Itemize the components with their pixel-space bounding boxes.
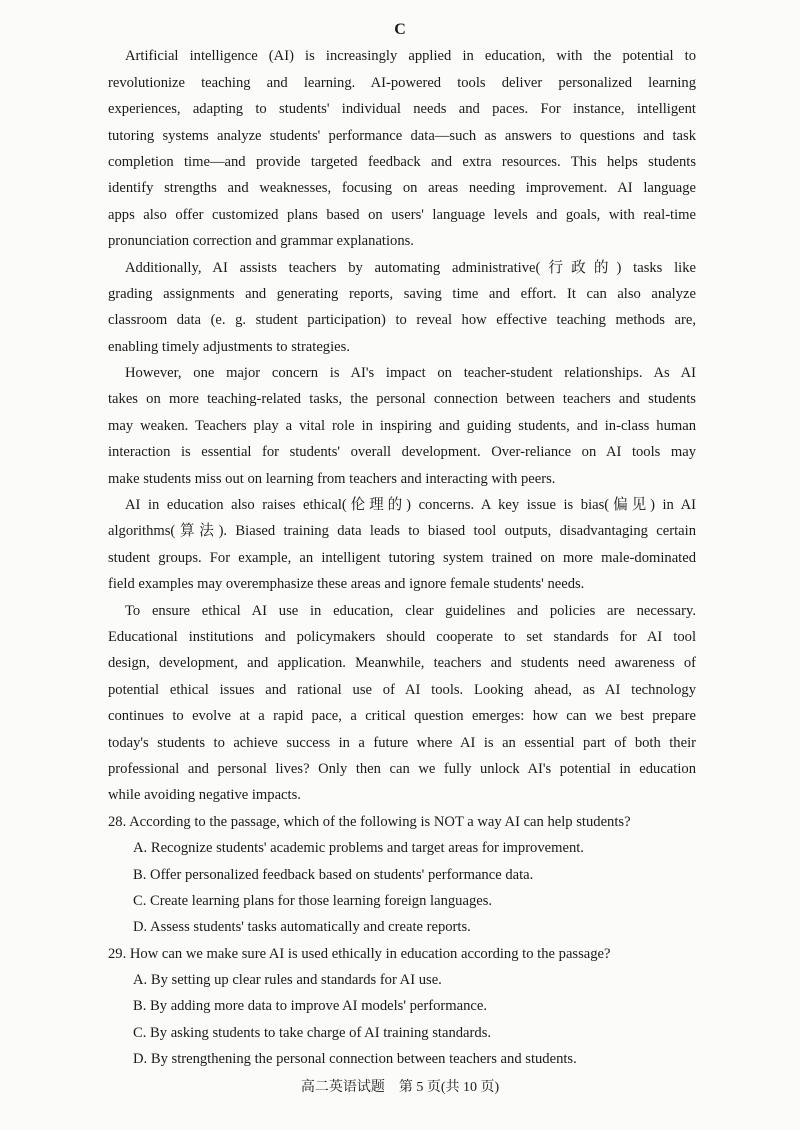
- page-footer: 高二英语试题 第 5 页(共 10 页): [300, 1080, 500, 1095]
- answer-option: A. Recognize students' academic problems and target areas for improvement.: [133, 840, 584, 857]
- paragraph-line: design, development, and application. Meanwhile, teachers and students need awareness of: [108, 655, 696, 672]
- answer-option: C. Create learning plans for those learning foreign languages.: [133, 892, 493, 909]
- paragraph-line: experiences, adapting to students' individual needs and paces. For instance, intelligent: [108, 101, 696, 118]
- paragraph: [108, 255, 696, 361]
- paragraph-line: Additionally, AI assists teachers by automating administrative(行政的) tasks like: [125, 259, 696, 276]
- answer-option: A. By setting up clear rules and standards for AI use.: [133, 972, 442, 989]
- paragraph-line: completion time—and provide targeted feedback and extra resources. This helps students: [108, 153, 696, 170]
- paragraph-line: today's students to achieve success in a future where AI is an essential part of both their: [108, 734, 696, 751]
- answer-option: B. By adding more data to improve AI models' performance.: [133, 998, 488, 1015]
- paragraph: [108, 360, 696, 492]
- paragraph-line: continues to evolve at a rapid pace, a critical question emerges: how can we best prepare: [108, 708, 696, 725]
- paragraph-line: make students miss out on learning from teachers and interacting with peers.: [108, 470, 556, 487]
- paragraph-line: Artificial intelligence (AI) is increasingly applied in education, with the potential to: [125, 48, 696, 65]
- paragraph-line: apps also offer customized plans based on users' language levels and goals, with real-time: [108, 206, 696, 223]
- paragraph-line: enabling timely adjustments to strategies.: [108, 338, 350, 355]
- paragraph-line: To ensure ethical AI use in education, clear guidelines and policies are necessary.: [125, 602, 696, 619]
- answer-option: D. By strengthening the personal connection between teachers and students.: [133, 1051, 577, 1068]
- paragraph: [108, 598, 696, 809]
- paragraph-line: tutoring systems analyze students' performance data—such as answers to questions and task: [108, 127, 696, 144]
- section-label: C: [394, 21, 406, 38]
- paragraph-line: AI in education also raises ethical(伦理的) concerns. A key issue is bias(偏见) in AI: [125, 497, 696, 514]
- paragraph-line: However, one major concern is AI's impact on teacher-student relationships. As AI: [125, 365, 696, 382]
- question-stem: 29. How can we make sure AI is used ethically in education according to the passage?: [108, 945, 611, 962]
- answer-option: B. Offer personalized feedback based on students' performance data.: [133, 866, 534, 883]
- paragraph-line: grading assignments and generating reports, saving time and effort. It can also analyze: [108, 285, 696, 302]
- paragraph-line: student groups. For example, an intelligent tutoring system trained on more male-dominated: [108, 549, 696, 566]
- paragraph-line: revolutionize teaching and learning. AI-powered tools deliver personalized learning: [108, 74, 696, 91]
- question: [108, 809, 696, 941]
- paragraph-line: may weaken. Teachers play a vital role in inspiring and guiding students, and in-class human: [108, 417, 696, 434]
- passage-body: [108, 43, 696, 1072]
- paragraph-line: professional and personal lives? Only then can we fully unlock AI's potential in education: [108, 760, 696, 777]
- paragraph-line: interaction is essential for students' overall development. Over-reliance on AI tools may: [108, 444, 696, 461]
- paragraph-line: identify strengths and weaknesses, focusing on areas needing improvement. AI language: [108, 180, 696, 197]
- answer-option: D. Assess students' tasks automatically and create reports.: [133, 919, 471, 936]
- paragraph-line: while avoiding negative impacts.: [108, 787, 301, 804]
- paragraph-line: field examples may overemphasize these areas and ignore female students' needs.: [108, 576, 585, 593]
- paragraph-line: takes on more teaching-related tasks, the personal connection between teachers and students: [108, 391, 696, 408]
- answer-option: C. By asking students to take charge of AI training standards.: [133, 1024, 492, 1041]
- question: [108, 941, 696, 1073]
- paragraph: [108, 492, 696, 598]
- paragraph-line: classroom data (e. g. student participation) to reveal how effective teaching methods are,: [108, 312, 696, 329]
- paragraph-line: algorithms(算法). Biased training data leads to biased tool outputs, disadvantaging certain: [108, 523, 696, 540]
- paragraph-line: pronunciation correction and grammar explanations.: [108, 233, 414, 250]
- paragraph-line: potential ethical issues and rational use of AI tools. Looking ahead, as AI technology: [108, 681, 696, 698]
- question-stem: 28. According to the passage, which of the following is NOT a way AI can help students?: [108, 813, 631, 830]
- paragraph: [108, 43, 696, 254]
- paragraph-line: Educational institutions and policymakers should cooperate to set standards for AI tool: [108, 628, 696, 645]
